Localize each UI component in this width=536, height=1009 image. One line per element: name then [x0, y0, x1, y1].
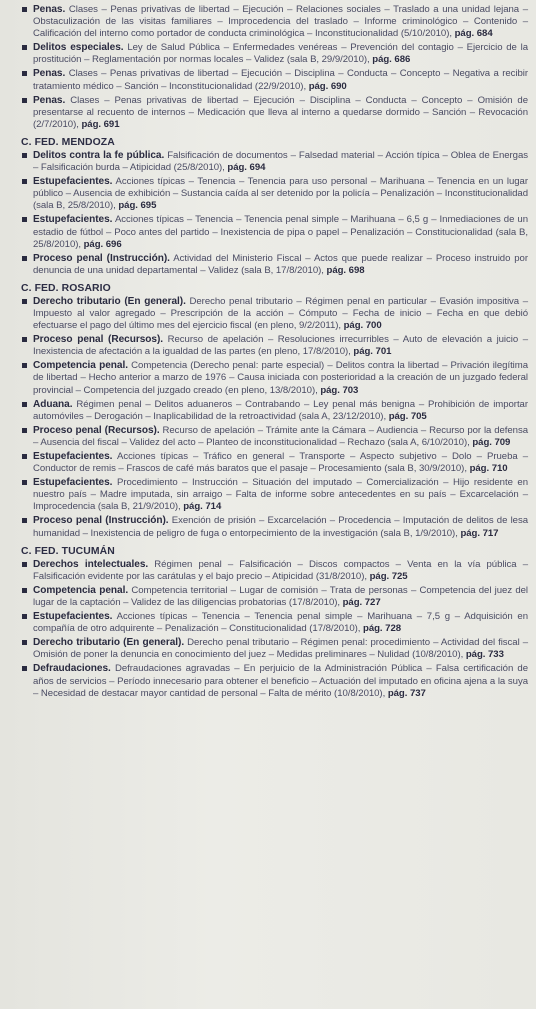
page-reference: pág. 737	[387, 687, 426, 699]
entry-text: Clases – Penas privativas de libertad – Ejecución – Relaciones sociales – Traslado a una unidad lejana – Obstaculización de las visitas familiares – Improcedencia del traslado – Informe criminológico – Contenido – Calificación del interno como portador de conducta criminológica – Inconstitucionalidad (5/10/2010),	[33, 4, 528, 40]
entry-title: Derecho tributario (En general).	[33, 637, 185, 649]
index-entry	[33, 611, 528, 635]
page-reference: pág. 694	[227, 162, 266, 174]
index-entry	[33, 585, 528, 609]
index-entry	[33, 150, 528, 174]
entry-title: Estupefacientes.	[33, 214, 113, 226]
entry-title: Derechos intelectuales.	[33, 558, 149, 570]
square-bullet-icon	[22, 45, 27, 50]
page-reference: pág. 686	[372, 54, 411, 66]
square-bullet-icon	[22, 256, 27, 261]
page-reference: pág. 690	[308, 80, 347, 92]
entry-text: Defraudaciones agravadas – En perjuicio de la Administración Pública – Falsa certificación de años de servicios – Período innecesario para obtener el beneficio – Actuación del imputado en oficina ajena a la suya – Necesidad de destacar mayor cantidad de personal – Falta de mérito (10/8/2010),	[33, 663, 528, 699]
section-heading: C. FED. ROSARIO	[21, 282, 111, 294]
square-bullet-icon	[22, 518, 27, 523]
entry-title: Delitos especiales.	[33, 42, 124, 54]
entry-title: Proceso penal (Instrucción).	[33, 515, 169, 527]
square-bullet-icon	[22, 666, 27, 671]
square-bullet-icon	[22, 337, 27, 342]
entry-text: Clases – Penas privativas de libertad – Ejecución – Disciplina – Conducta – Concepto – Omisión de presentarse al recuento de internos – Medicación que lleva al interno a quedarse dormido – Sanción – Revocación (2/7/2010),	[33, 94, 528, 130]
page-reference: pág. 727	[342, 596, 381, 608]
index-entry	[33, 559, 528, 583]
square-bullet-icon	[22, 217, 27, 222]
square-bullet-icon	[22, 562, 27, 567]
entry-title: Derecho tributario (En general).	[33, 295, 186, 307]
index-entry	[33, 663, 528, 699]
index-entry	[33, 425, 528, 449]
index-entry	[33, 637, 528, 661]
entry-text: Régimen penal – Falsificación – Discos compactos – Venta en la vía pública – Falsificación evidente por las carátulas y el bajo precio – Atipicidad (31/8/2010),	[33, 558, 528, 582]
entry-title: Estupefacientes.	[33, 451, 113, 462]
index-entry	[33, 42, 528, 66]
page-reference: pág. 691	[81, 118, 120, 130]
index-entry	[33, 214, 528, 250]
square-bullet-icon	[22, 299, 27, 304]
square-bullet-icon	[22, 402, 27, 407]
entry-text: Clases – Penas privativas de libertad – Ejecución – Disciplina – Conducta – Concepto – Negativa a recibir tratamiento médico – Sanción – Inconstitucionalidad (22/9/2010),	[33, 68, 528, 92]
entry-title: Proceso penal (Instrucción).	[33, 252, 170, 264]
index-entry	[33, 296, 528, 332]
square-bullet-icon	[22, 480, 27, 485]
entry-text: Competencia territorial – Lugar de comisión – Trata de personas – Competencia del juez del lugar de la captación – Validez de las diligencias probatorias (17/8/2010),	[33, 584, 528, 608]
index-entry	[33, 334, 528, 358]
entry-text: Recurso de apelación – Resoluciones irrecurribles – Auto de elevación a juicio – Inexistencia de afectación a la igualdad de las partes (en pleno, 17/8/2010),	[33, 334, 529, 358]
entry-text: Exención de prisión – Excarcelación – Procedencia – Imputación de delitos de lesa humanidad – Inexistencia de peligro de fuga o entorpecimiento de la investigación (sala B, 1/9/2010),	[33, 515, 528, 539]
section-heading: C. FED. MENDOZA	[21, 136, 115, 148]
square-bullet-icon	[22, 71, 27, 76]
page-reference: pág. 698	[326, 264, 365, 276]
entry-text: Acciones típicas – Tráfico en general – Transporte – Aspecto subjetivo – Dolo – Prueba – Conductor de remis – Frascos de café más baratos que el pasaje – Procesamiento (sala B, 30/9/2010),	[33, 451, 528, 475]
page-reference: pág. 703	[320, 384, 359, 396]
index-entry	[33, 176, 528, 212]
entry-title: Estupefacientes.	[33, 477, 113, 489]
index-entry	[33, 95, 528, 131]
entry-title: Competencia penal.	[33, 584, 129, 596]
entry-text: Ley de Salud Pública – Enfermedades venéreas – Prevención del contagio – Ejercicio de la prostitución – Reglamentación por normas locales – Validez (sala B, 29/9/2010),	[33, 42, 528, 66]
entry-title: Defraudaciones.	[33, 663, 111, 675]
square-bullet-icon	[22, 153, 27, 158]
entry-title: Aduana.	[33, 398, 73, 410]
square-bullet-icon	[22, 428, 27, 433]
square-bullet-icon	[22, 7, 27, 12]
entry-text: Acciones típicas – Tenencia – Tenencia penal simple – Marihuana – 7,5 g – Adquisición en compañía de otro adquirente – Penalización – Constitucionalidad (17/8/2010),	[33, 611, 529, 635]
entry-title: Proceso penal (Recursos).	[33, 334, 164, 346]
page-reference: pág. 725	[369, 570, 408, 582]
entry-text: Derecho penal tributario – Régimen penal en particular – Evasión impositiva – Impuesto al valor agregado – Prescripción de la acción – Cómputo – Fecha de inicio – Fecha en que debió efectuarse el pago del último mes del ejercicio fiscal (en pleno, 9/2/2011),	[33, 295, 528, 332]
entry-text: Régimen penal – Delitos aduaneros – Contrabando – Ley penal más benigna – Prohibición de importar automóviles – Derogación – Inaplicabilidad de la retroactividad (sala A, 23/12/2010),	[33, 398, 528, 422]
entry-text: Actividad del Ministerio Fiscal – Actos que puede realizar – Proceso instruido por denuncia de una unidad departamental – Validez (sala B, 17/8/2010),	[33, 252, 528, 276]
index-entry	[33, 360, 528, 396]
page-reference: pág. 709	[472, 436, 511, 448]
index-entry	[33, 515, 528, 539]
page-reference: pág. 728	[363, 623, 402, 635]
entry-text: Acciones típicas – Tenencia – Tenencia penal simple – Marihuana – 6,5 g – Inmediaciones de un estadio de fútbol – Poco antes del partido – Inexistencia de pipa o papel – Penalización – Constitucionalidad (sala B, 25/8/2010),	[33, 214, 528, 250]
page-reference: pág. 684	[454, 28, 493, 40]
index-entry	[33, 451, 528, 475]
page-reference: pág. 701	[353, 346, 392, 358]
entry-title: Estupefacientes.	[33, 176, 113, 188]
entry-title: Delitos contra la fe pública.	[33, 149, 165, 161]
page-reference: pág. 695	[118, 200, 157, 212]
index-entry	[33, 4, 528, 40]
entry-text: Acciones típicas – Tenencia – Tenencia para uso personal – Marihuana – Tenencia en un lugar público – Ausencia de exhibición – Sustancia caída al ser detenido por la policía – Penalización – Inconstitucionalidad (sala B, 25/8/2010),	[33, 176, 528, 212]
entry-title: Penas.	[33, 4, 66, 15]
square-bullet-icon	[22, 179, 27, 184]
page-reference: pág. 710	[469, 463, 508, 475]
entry-text: Recurso de apelación – Trámite ante la Cámara – Audiencia – Recurso por la defensa – Ausencia del fiscal – Validez del acto – Planteo de inconstitucionalidad – Rechazo (sala A, 6/10/2010),	[33, 424, 528, 448]
entry-title: Estupefacientes.	[33, 611, 113, 623]
page-reference: pág. 705	[388, 410, 427, 422]
index-entry	[33, 68, 528, 92]
square-bullet-icon	[22, 363, 27, 368]
square-bullet-icon	[22, 640, 27, 645]
page-reference: pág. 700	[343, 320, 382, 332]
index-entry	[33, 253, 528, 277]
page-reference: pág. 714	[183, 501, 222, 513]
square-bullet-icon	[22, 588, 27, 593]
square-bullet-icon	[22, 454, 27, 459]
square-bullet-icon	[22, 614, 27, 619]
entry-title: Proceso penal (Recursos).	[33, 424, 160, 436]
page-reference: pág. 733	[465, 649, 504, 661]
index-entry	[33, 399, 528, 423]
entry-text: Falsificación de documentos – Falsedad material – Acción típica – Oblea de Energas – Falsificación burda – Atipicidad (25/8/2010),	[33, 149, 528, 174]
square-bullet-icon	[22, 98, 27, 103]
index-entry	[33, 477, 528, 513]
entry-text: Derecho penal tributario – Régimen penal: procedimiento – Actividad del fiscal – Omisión de poner la denuncia en conocimiento del juez – Medidas preliminares – Nulidad (10/8/2010),	[33, 637, 528, 661]
entry-title: Penas.	[33, 68, 66, 80]
entry-text: Competencia (Derecho penal: parte especial) – Delitos contra la libertad – Privación ilegítima de libertad – Hecho anterior a marzo de 1976 – Causa iniciada con posterioridad a la creación de un juzgado federal provincial – Competencia del juzgado creado (en pleno, 13/8/2010),	[33, 360, 528, 396]
section-heading: C. FED. TUCUMÁN	[21, 545, 115, 557]
entry-text: Procedimiento – Instrucción – Situación del imputado – Comercialización – Hijo residente en nuestro país – Madre imputada, sin arraigo – Falta de informe sobre antecedentes en su país – Excarcelación – Improcedencia (sala B, 21/9/2010),	[33, 477, 528, 513]
page-reference: pág. 717	[460, 527, 499, 539]
page-reference: pág. 696	[83, 238, 122, 250]
entry-title: Penas.	[33, 94, 66, 106]
entry-title: Competencia penal.	[33, 360, 128, 372]
